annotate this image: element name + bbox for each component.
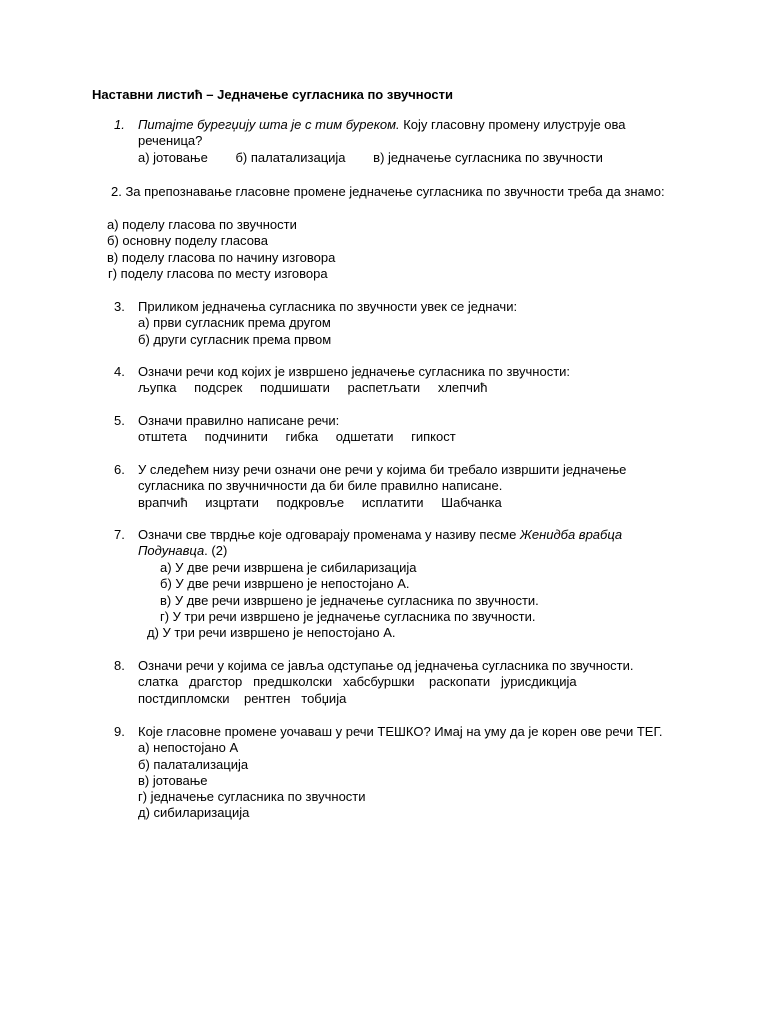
q4-word: подсрек	[194, 380, 243, 396]
q9-option-b: б) палатализација	[138, 756, 249, 772]
q5-number: 5.	[114, 413, 125, 428]
q6-number: 6.	[114, 462, 125, 477]
q2-option-a: а) поделу гласова по звучности	[107, 217, 297, 232]
q8-word-list-line1: слатка драгстор предшколски хабсбуршки раскопати јурисдикција	[138, 674, 577, 690]
q1-italic-sentence: Питајте бурегџију шта је с тим буреком.	[138, 117, 400, 132]
q7-poem-title: Женидба врабца	[519, 527, 623, 542]
q7-option-e: д) У три речи извршено је непостојано А.	[147, 625, 396, 641]
q4-number: 4.	[114, 364, 125, 379]
q1-text-line2: реченица?	[138, 133, 203, 149]
q5-word: одшетати	[335, 429, 394, 445]
q8-text: Означи речи у којима се јавља одступање од једначења сугласника по звучности.	[138, 658, 634, 673]
q3-text: Приликом једначења сугласника по звучности увек се једначи:	[138, 299, 518, 314]
q1-text: Коју гласовну промену илуструје ова	[399, 117, 626, 132]
q1-option-a: а) јотовање	[138, 149, 208, 165]
question-3	[138, 299, 517, 348]
q7-points: . (2)	[204, 543, 228, 559]
q4-word: подшишати	[260, 380, 330, 396]
q6-word: врапчић	[138, 494, 188, 510]
question-8	[138, 658, 634, 707]
q6-text-line1: У следећем низу речи означи оне речи у којима би требало извршити једначење	[138, 462, 627, 477]
q2-text: 2. За препознавање гласовне промене једначење сугласника по звучности треба да знамо:	[111, 184, 665, 199]
q8-word-list-line2: постдипломски рентген тобџија	[138, 690, 347, 706]
q5-word: гибка	[285, 429, 319, 445]
q4-word: љупка	[138, 380, 177, 396]
q9-option-c: в) јотовање	[138, 772, 208, 788]
q6-word: подкровље	[276, 494, 345, 510]
q5-word: подчинити	[204, 429, 268, 445]
question-2	[111, 184, 665, 200]
q4-text: Означи речи код којих је извршено једначење сугласника по звучности:	[138, 364, 571, 379]
question-5	[138, 413, 470, 446]
question-6	[138, 462, 626, 511]
q4-word: хлепчић	[437, 380, 488, 396]
q7-option-a: а) У две речи извршена је сибиларизација	[160, 560, 417, 575]
q7-option-c: в) У две речи извршено је једначење сугласника по звучности.	[160, 592, 539, 608]
q5-word: гипкост	[411, 429, 456, 445]
q6-word-list	[138, 495, 626, 511]
q1-options	[138, 150, 627, 166]
question-9	[138, 724, 663, 822]
q7-number: 7.	[114, 527, 125, 542]
q4-word-list	[138, 380, 570, 396]
q1-number: 1.	[114, 117, 125, 132]
q9-option-e: д) сибиларизација	[138, 805, 250, 821]
q4-word: распетљати	[347, 380, 421, 396]
q6-text-line2: сугласника по звучничности да би биле правилно написане.	[138, 478, 503, 494]
question-1	[138, 117, 627, 166]
q7-text: Означи све тврдње које одговарају променама у називу песме	[138, 527, 520, 542]
q2-option-b: б) основну поделу гласова	[107, 233, 268, 249]
question-7	[138, 527, 622, 560]
q3-option-a: а) први сугласник према другом	[138, 315, 331, 331]
q1-option-b: б) палатализација	[235, 149, 346, 165]
q2-options	[107, 217, 335, 282]
q6-word: Шабчанка	[441, 494, 502, 510]
q9-option-d: г) једначење сугласника по звучности	[138, 789, 366, 805]
q7-poem-title-cont: Подунавца	[138, 543, 205, 559]
q2-option-d: г) поделу гласова по месту изговора	[108, 265, 328, 281]
q3-option-b: б) други сугласник према првом	[138, 331, 332, 347]
q7-option-d: г) У три речи извршено је једначење сугласника по звучности.	[160, 608, 536, 624]
q5-word-list	[138, 429, 470, 445]
q8-number: 8.	[114, 658, 125, 673]
q3-number: 3.	[114, 299, 125, 314]
q9-option-a: а) непостојано А	[138, 740, 239, 756]
q5-word: отштета	[138, 429, 187, 445]
q7-option-b: б) У две речи извршено је непостојано А.	[160, 576, 410, 592]
page-title: Наставни листић – Једначење сугласника по звучности	[92, 87, 453, 102]
q6-word: изцртати	[205, 494, 259, 510]
q6-word: исплатити	[361, 494, 424, 510]
question-4	[138, 364, 570, 397]
q2-option-c: в) поделу гласова по начину изговора	[107, 249, 336, 265]
q5-text: Означи правилно написане речи:	[138, 413, 340, 428]
q1-option-c: в) једначење сугласника по звучности	[373, 149, 603, 165]
q9-number: 9.	[114, 724, 125, 739]
q9-text: Које гласовне промене уочаваш у речи ТЕШКО? Имај на уму да је корен ове речи ТЕГ.	[138, 724, 663, 739]
q7-options	[147, 560, 539, 641]
